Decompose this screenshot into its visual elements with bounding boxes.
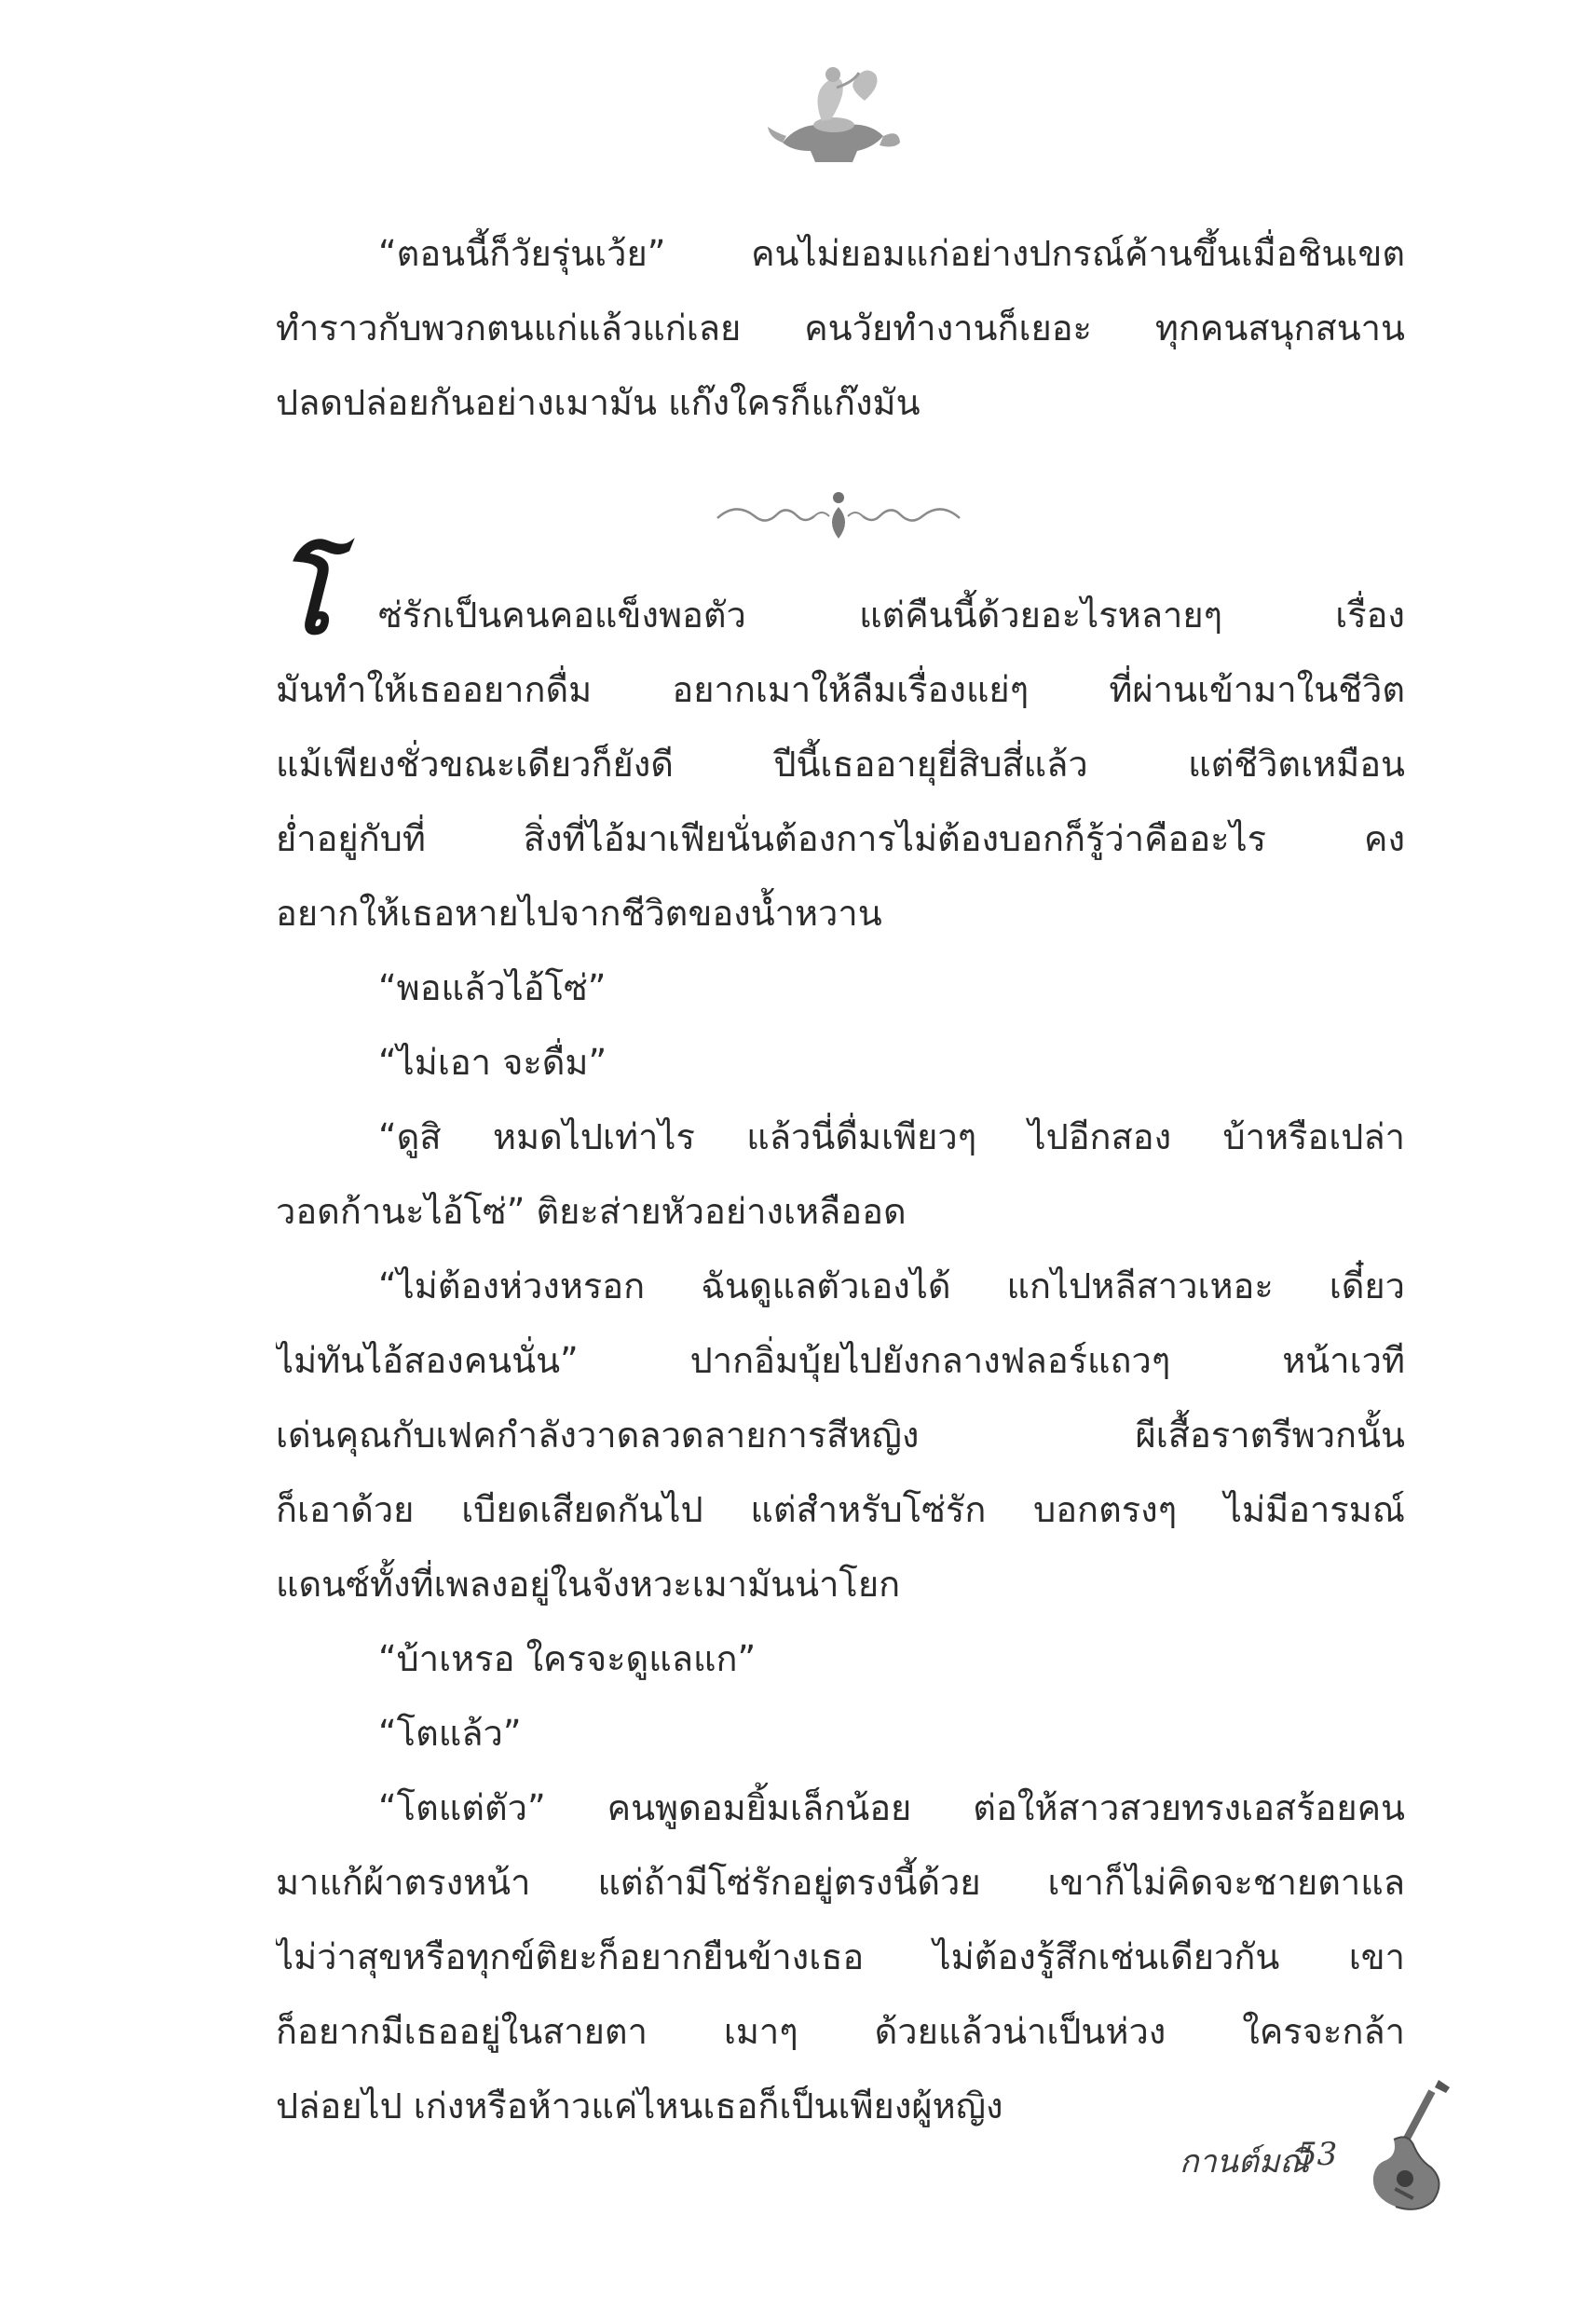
paragraph-2 bbox=[276, 537, 1405, 2143]
text-line: วอดก้านะไอ้โซ่” ติยะส่ายหัวอย่างเหลืออด bbox=[276, 1191, 907, 1232]
text-line: ทำราวกับพวกตนแก่แล้วแก่เลย คนวัยทำงานก็เยอะ ทุกคนสนุกสนาน bbox=[276, 308, 1405, 349]
drop-cap: โ bbox=[276, 537, 332, 657]
text-line: แม้เพียงชั่วขณะเดียวก็ยังดี ปีนี้เธออายุยี่สิบสี่แล้ว แต่ชีวิตเหมือน bbox=[276, 744, 1405, 785]
paragraph-1 bbox=[276, 216, 1405, 440]
text-line: เด่นคุณกับเฟคกำลังวาดลวดลายการสีหญิง ผีเสื้อราตรีพวกนั้น bbox=[276, 1415, 1405, 1456]
text-line: มันทำให้เธออยากดื่ม อยากเมาให้ลืมเรื่องแย่ๆ ที่ผ่านเข้ามาในชีวิต bbox=[276, 669, 1405, 710]
text-line: “โตแต่ตัว” คนพูดอมยิ้มเล็กน้อย ต่อให้สาวสวยทรงเอสร้อยคน bbox=[378, 1787, 1405, 1828]
text-line: “ดูสิ หมดไปเท่าไร แล้วนี่ดื่มเพียวๆ ไปอีกสอง บ้าหรือเปล่า bbox=[378, 1116, 1405, 1157]
dropcap-line-text: ซ่รักเป็นคนคอแข็งพอตัว แต่คืนนี้ด้วยอะไรหลายๆ เรื่อง bbox=[378, 595, 1405, 636]
text-line: ไม่ทันไอ้สองคนนั่น” ปากอิ่มบุ้ยไปยังกลางฟลอร์แถวๆ หน้าเวที bbox=[276, 1340, 1405, 1381]
text-line: มาแก้ผ้าตรงหน้า แต่ถ้ามีโซ่รักอยู่ตรงนี้ด้วย เขาก็ไม่คิดจะชายตาแล bbox=[276, 1862, 1405, 1903]
text-line: ก็เอาด้วย เบียดเสียดกันไป แต่สำหรับโซ่รัก บอกตรงๆ ไม่มีอารมณ์ bbox=[276, 1489, 1405, 1530]
text-line-dropcap bbox=[276, 537, 1405, 657]
dialog-line: “บ้าเหรอ ใครจะดูแลแก” bbox=[378, 1638, 757, 1679]
text-line: “ตอนนี้ก็วัยรุ่นเว้ย” คนไม่ยอมแก่อย่างปกรณ์ค้านขึ้นเมื่อชินเขต bbox=[378, 233, 1405, 274]
text-line: ย่ำอยู่กับที่ สิ่งที่ไอ้มาเฟียนั่นต้องการไม่ต้องบอกก็รู้ว่าคืออะไร คง bbox=[276, 818, 1405, 859]
text-line: แดนซ์ทั้งที่เพลงอยู่ในจังหวะเมามันน่าโยก bbox=[276, 1564, 901, 1605]
genie-lamp-ornament-icon bbox=[764, 54, 904, 175]
text-line: อยากให้เธอหายไปจากชีวิตของน้ำหวาน bbox=[276, 893, 882, 934]
text-line: ไม่ว่าสุขหรือทุกข์ติยะก็อยากยืนข้างเธอ ไม่ต้องรู้สึกเช่นเดียวกัน เขา bbox=[276, 1936, 1405, 1977]
guitar-icon bbox=[1360, 2074, 1463, 2214]
dialog-line: “พอแล้วไอ้โซ่” bbox=[378, 967, 607, 1008]
text-line: “ไม่ต้องห่วงหรอก ฉันดูแลตัวเองได้ แกไปหลีสาวเหอะ เดี๋ยว bbox=[378, 1265, 1405, 1306]
dialog-line: “โตแล้ว” bbox=[378, 1713, 522, 1754]
text-line: ก็อยากมีเธออยู่ในสายตา เมาๆ ด้วยแล้วน่าเป็นห่วง ใครจะกล้า bbox=[276, 2011, 1405, 2052]
dialog-line: “ไม่เอา จะดื่ม” bbox=[378, 1042, 607, 1083]
footer-book-title: กานต์มณี bbox=[1180, 2143, 1309, 2181]
page-number: 53 bbox=[1297, 2136, 1338, 2173]
text-line: ปล่อยไป เก่งหรือห้าวแค่ไหนเธอก็เป็นเพียงผู้หญิง bbox=[276, 2085, 1003, 2126]
swirl-divider-icon bbox=[708, 483, 969, 548]
text-line: ปลดปล่อยกันอย่างเมามัน แก๊งใครก็แก๊งมัน bbox=[276, 382, 921, 423]
